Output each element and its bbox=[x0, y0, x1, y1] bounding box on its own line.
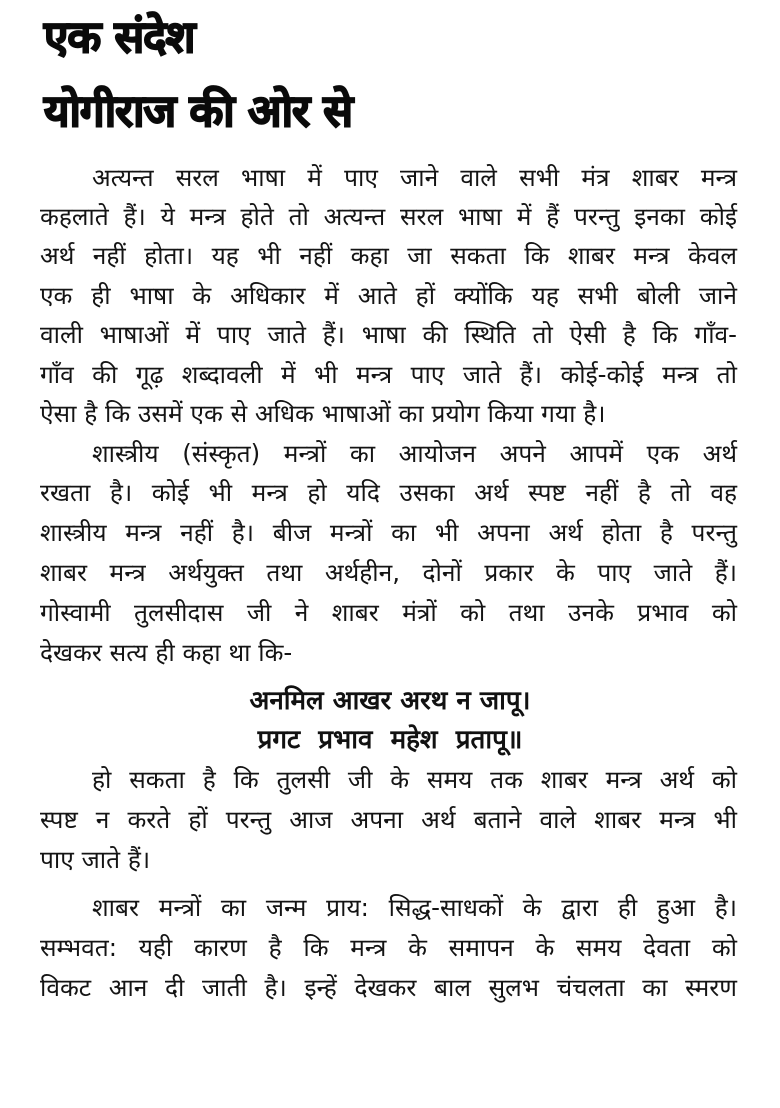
heading-line-2: योगीराज की ओर से bbox=[44, 86, 353, 137]
verse-line-1: अनमिल आखर अरथ न जापू। bbox=[249, 686, 531, 716]
paragraph-3-line-2: स्पष्ट न करते हों परन्तु आज अपना अर्थ बताने वाले शाबर मन्त्र भी bbox=[40, 805, 737, 834]
paragraph-2-line-1: शास्त्रीय (संस्कृत) मन्त्रों का आयोजन अपने आपमें एक अर्थ bbox=[92, 439, 737, 468]
paragraph-1-line-2: कहलाते हैं। ये मन्त्र होते तो अत्यन्त सरल भाषा में हैं परन्तु इनका कोई bbox=[40, 202, 737, 231]
paragraph-2-line-4: शाबर मन्त्र अर्थयुक्त तथा अर्थहीन, दोनों प्रकार के पाए जाते हैं। bbox=[40, 558, 737, 587]
paragraph-3-line-3: पाए जाते हैं। bbox=[40, 845, 151, 874]
paragraph-4-line-1: शाबर मन्त्रों का जन्म प्राय: सिद्ध-साधकों के द्वारा ही हुआ है। bbox=[92, 893, 737, 922]
paragraph-4-line-2: सम्भवत: यही कारण है कि मन्त्र के समापन के समय देवता को bbox=[40, 933, 737, 962]
paragraph-3-line-1: हो सकता है कि तुलसी जी के समय तक शाबर मन्त्र अर्थ को bbox=[92, 765, 737, 794]
verse-line-2: प्रगट प्रभाव महेश प्रतापू॥ bbox=[257, 725, 523, 755]
paragraph-1-line-7: ऐसा है कि उसमें एक से अधिक भाषाओं का प्रयोग किया गया है। bbox=[40, 399, 606, 428]
paragraph-2-line-5: गोस्वामी तुलसीदास जी ने शाबर मंत्रों को तथा उनके प्रभाव को bbox=[40, 598, 737, 627]
paragraph-2-line-3: शास्त्रीय मन्त्र नहीं है। बीज मन्त्रों का भी अपना अर्थ होता है परन्तु bbox=[40, 518, 737, 547]
paragraph-4-line-3: विकट आन दी जाती है। इन्हें देखकर बाल सुलभ चंचलता का स्मरण bbox=[40, 973, 737, 1002]
paragraph-2-line-2: रखता है। कोई भी मन्त्र हो यदि उसका अर्थ स्पष्ट नहीं है तो वह bbox=[40, 478, 737, 507]
paragraph-1-line-1: अत्यन्त सरल भाषा में पाए जाने वाले सभी मंत्र शाबर मन्त्र bbox=[92, 163, 737, 192]
paragraph-1-line-4: एक ही भाषा के अधिकार में आते हों क्योंकि यह सभी बोली जाने bbox=[40, 281, 737, 310]
paragraph-1-line-3: अर्थ नहीं होता। यह भी नहीं कहा जा सकता कि शाबर मन्त्र केवल bbox=[40, 241, 737, 270]
paragraph-1-line-6: गाँव की गूढ़ शब्दावली में भी मन्त्र पाए जाते हैं। कोई-कोई मन्त्र तो bbox=[40, 360, 737, 389]
paragraph-1-line-5: वाली भाषाओं में पाए जाते हैं। भाषा की स्थिति तो ऐसी है कि गाँव- bbox=[40, 320, 737, 349]
paragraph-2-line-6: देखकर सत्य ही कहा था कि- bbox=[40, 638, 293, 667]
heading-line-1: एक संदेश bbox=[44, 12, 195, 63]
